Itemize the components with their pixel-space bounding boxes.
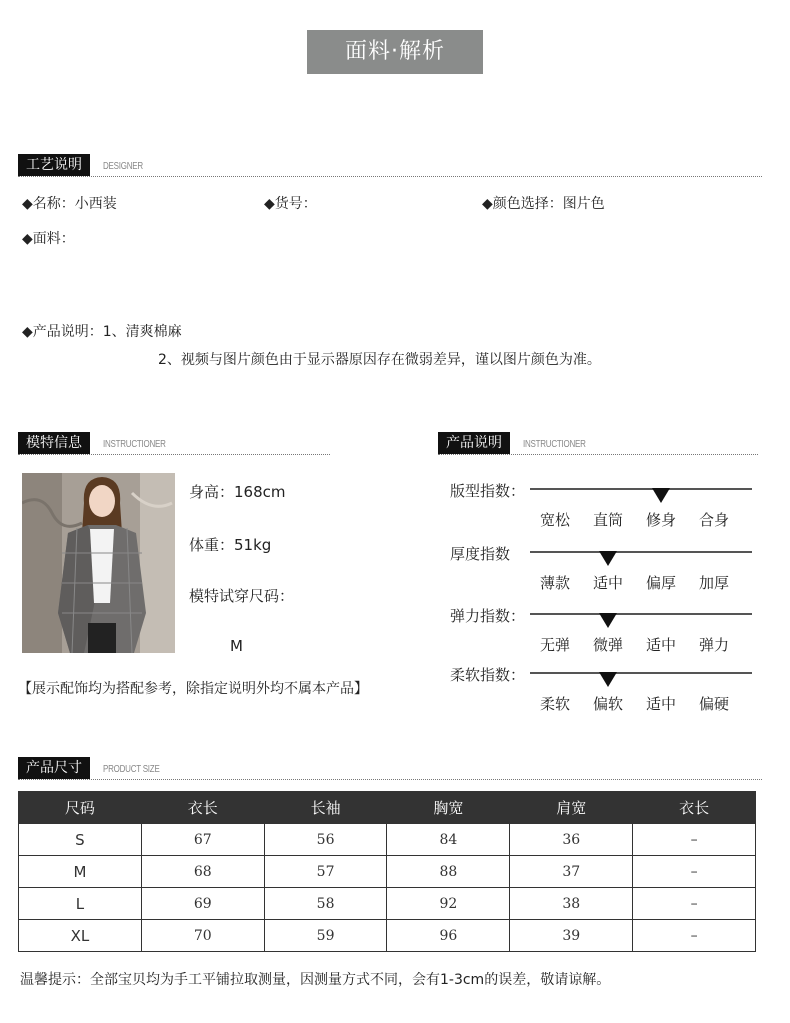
table-cell: L (19, 888, 142, 920)
model-photo-image (22, 473, 175, 653)
table-row (19, 856, 756, 888)
item-number: ◆货号： (264, 196, 317, 212)
scale-marker (599, 672, 617, 687)
model-size-label: 模特试穿尺码： (189, 587, 295, 605)
table-cell: 68 (141, 856, 264, 888)
color-choice: ◆颜色选择：图片色 (482, 196, 605, 212)
product-desc-1: ◆产品说明：1、清爽棉麻 (22, 324, 182, 340)
product-desc-2: 2、视频与图片颜色由于显示器原因存在微弱差异，谨以图片颜色为准。 (158, 352, 601, 368)
table-cell: 57 (264, 856, 387, 888)
product-name: ◆名称：小西装 (22, 196, 117, 212)
table-cell: 92 (387, 888, 510, 920)
table-cell: 96 (387, 920, 510, 952)
scale-option: 加厚 (699, 574, 730, 592)
table-cell: – (633, 920, 756, 952)
table-cell: – (633, 824, 756, 856)
scale-title: 厚度指数 (450, 545, 511, 563)
page-banner: 面料·解析 (307, 30, 483, 74)
scale-line (530, 488, 752, 490)
scale-option: 无弹 (540, 636, 571, 654)
accessory-note: 【展示配饰均为搭配参考，除指定说明外均不属本产品】 (18, 681, 368, 697)
scale-option: 适中 (646, 636, 677, 654)
section-label-product: 产品说明 (438, 432, 510, 454)
scale-option: 适中 (593, 574, 624, 592)
divider-model (18, 454, 330, 455)
section-sub-product: INSTRUCTIONER (523, 439, 586, 450)
table-cell: 88 (387, 856, 510, 888)
scale-option: 宽松 (540, 511, 571, 529)
fabric: ◆面料： (22, 231, 75, 247)
scale-line (530, 672, 752, 674)
scale-option: 直筒 (593, 511, 624, 529)
section-sub-craft: DESIGNER (103, 161, 143, 172)
table-row (19, 888, 756, 920)
scale-marker (599, 551, 617, 566)
table-cell: – (633, 856, 756, 888)
section-label-craft: 工艺说明 (18, 154, 90, 176)
scale-option: 偏硬 (699, 695, 730, 713)
scale-title: 柔软指数： (450, 666, 526, 684)
scale-option: 合身 (699, 511, 730, 529)
divider-product (438, 454, 758, 455)
section-label-model: 模特信息 (18, 432, 90, 454)
table-cell: – (633, 888, 756, 920)
section-label-size: 产品尺寸 (18, 757, 90, 779)
section-sub-model: INSTRUCTIONER (103, 439, 166, 450)
scale-title: 弹力指数： (450, 607, 526, 625)
scale-option: 偏厚 (646, 574, 677, 592)
header-cell: 衣长 (633, 792, 756, 824)
scale-option: 修身 (646, 511, 677, 529)
scale-marker (599, 613, 617, 628)
table-cell: XL (19, 920, 142, 952)
table-cell: M (19, 856, 142, 888)
header-cell: 胸宽 (387, 792, 510, 824)
model-photo (22, 473, 175, 653)
table-cell: 69 (141, 888, 264, 920)
scale-option: 柔软 (540, 695, 571, 713)
model-height: 身高：168cm (189, 483, 286, 501)
section-sub-size: PRODUCT SIZE (103, 764, 160, 775)
divider-craft (18, 176, 762, 177)
header-cell: 尺码 (19, 792, 142, 824)
model-size: M (230, 637, 243, 655)
size-table-header (19, 792, 756, 824)
table-cell: 37 (510, 856, 633, 888)
table-cell: 56 (264, 824, 387, 856)
scale-option: 弹力 (699, 636, 730, 654)
table-cell: 67 (141, 824, 264, 856)
table-row (19, 824, 756, 856)
scale-option: 适中 (646, 695, 677, 713)
header-cell: 长袖 (264, 792, 387, 824)
table-row (19, 920, 756, 952)
table-cell: 38 (510, 888, 633, 920)
scale-line (530, 613, 752, 615)
table-cell: 84 (387, 824, 510, 856)
scale-line (530, 551, 752, 553)
header-cell: 肩宽 (510, 792, 633, 824)
scale-title: 版型指数： (450, 482, 526, 500)
table-cell: 59 (264, 920, 387, 952)
scale-option: 微弹 (593, 636, 624, 654)
table-cell: 70 (141, 920, 264, 952)
footer-note: 温馨提示：全部宝贝均为手工平铺拉取测量，因测量方式不同，会有1-3cm的误差，敬请谅解。 (20, 972, 611, 988)
scale-option: 偏软 (593, 695, 624, 713)
scale-marker (652, 488, 670, 503)
size-table (18, 791, 756, 952)
table-cell: S (19, 824, 142, 856)
table-cell: 58 (264, 888, 387, 920)
table-cell: 39 (510, 920, 633, 952)
divider-size (18, 779, 762, 780)
table-cell: 36 (510, 824, 633, 856)
header-cell: 衣长 (141, 792, 264, 824)
scale-option: 薄款 (540, 574, 571, 592)
model-weight: 体重：51kg (189, 536, 272, 554)
